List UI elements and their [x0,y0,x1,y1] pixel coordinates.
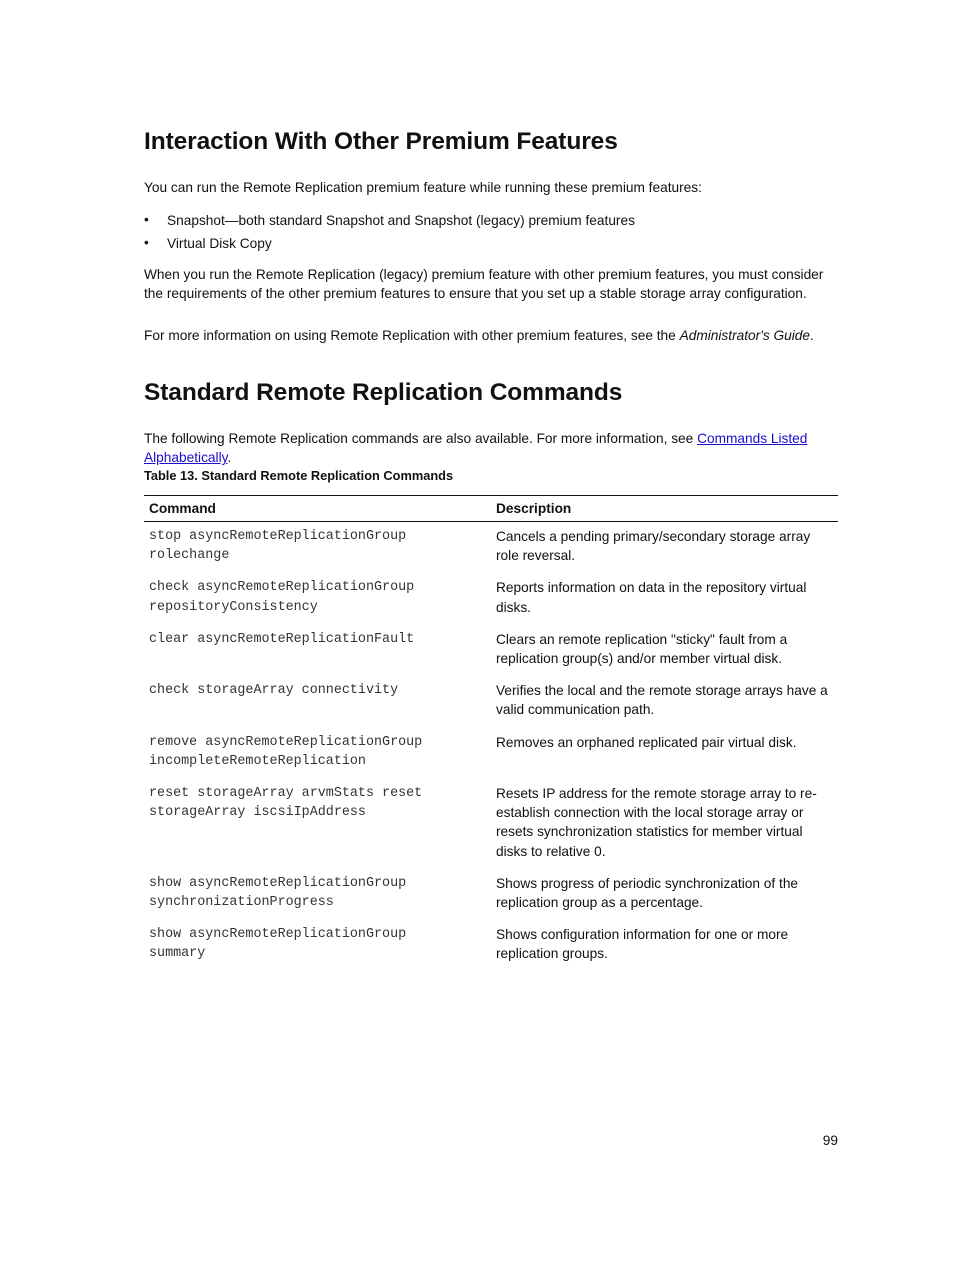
section-heading-interaction: Interaction With Other Premium Features [144,128,618,155]
table-row [144,780,838,870]
table-row [144,626,838,677]
commands-intro-paragraph [144,429,838,467]
bullet-icon: • [144,212,149,227]
table-header-row [144,496,838,522]
description-cell: Cancels a pending primary/secondary storage array role reversal. [496,529,811,564]
more-info-text: For more information on using Remote Replication with other premium features, see the [144,328,680,343]
column-header-command: Command [144,496,491,522]
command-cell: reset storageArray arvmStats reset storageArray iscsiIpAddress [149,786,423,821]
list-item-text: Snapshot—both standard Snapshot and Snapshot (legacy) premium features [167,213,635,228]
table-row [144,522,838,575]
table-row [144,574,838,625]
more-info-paragraph [144,326,838,345]
intro-paragraph: You can run the Remote Replication premium feature while running these premium features: [144,180,702,195]
commands-table [144,495,838,973]
list-item-text: Virtual Disk Copy [167,236,272,251]
table-caption: Table 13. Standard Remote Replication Commands [144,468,454,483]
column-header-description: Description [491,496,838,522]
commands-alphabetical-link[interactable]: Commands Listed Alphabetically [144,431,808,466]
command-cell: check storageArray connectivity [149,683,399,699]
description-cell: Clears an remote replication "sticky" fault from a replication group(s) and/or member virtual disk. [496,631,788,667]
command-cell: clear asyncRemoteReplicationFault [149,631,415,647]
table-row [144,921,838,972]
commands-intro-text: The following Remote Replication commands are also available. For more information, see [144,431,698,446]
description-cell: Shows configuration information for one or more replication groups. [496,927,789,962]
bullet-icon: • [144,235,149,250]
command-cell: stop asyncRemoteReplicationGroup rolechange [149,529,407,564]
table-row [144,729,838,780]
command-cell: show asyncRemoteReplicationGroup synchronizationProgress [149,875,407,911]
table-row [144,870,838,921]
section-heading-commands: Standard Remote Replication Commands [144,379,623,406]
requirements-paragraph: When you run the Remote Replication (legacy) premium feature with other premium features, you must consider the requirements of the other premium features to ensure that you set up a stable storage array configuration. [144,267,824,302]
description-cell: Removes an orphaned replicated pair virtual disk. [496,734,797,750]
table-row [144,677,838,728]
command-cell: show asyncRemoteReplicationGroup summary [149,927,407,962]
description-cell: Shows progress of periodic synchronization of the replication group as a percentage. [496,875,799,911]
list-item [144,233,838,256]
list-item [144,210,838,233]
command-cell: check asyncRemoteReplicationGroup repositoryConsistency [149,580,415,615]
description-cell: Reports information on data in the repository virtual disks. [496,580,807,615]
commands-intro-end: . [227,450,232,466]
premium-features-list [144,210,838,256]
description-cell: Resets IP address for the remote storage array to re-establish connection with the local storage array or resets synchronization statistics for member virtual disks to relative 0. [496,786,817,859]
page-number: 99 [822,1133,838,1148]
description-cell: Verifies the local and the remote storage arrays have a valid communication path. [496,683,828,718]
guide-title: Administrator's Guide [679,328,811,343]
more-info-end: . [810,328,814,343]
command-cell: remove asyncRemoteReplicationGroup incompleteRemoteReplication [149,734,423,769]
